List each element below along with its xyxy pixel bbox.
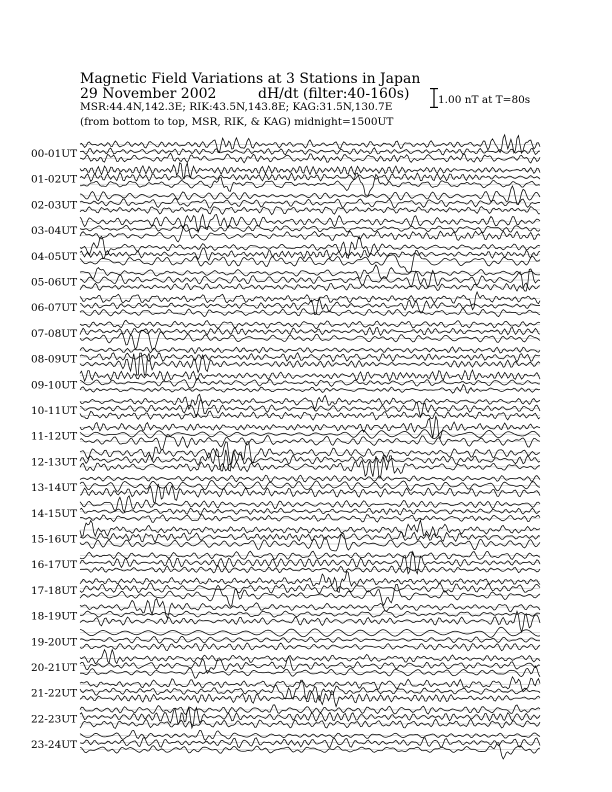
hour-label: 05-06UT [31,276,78,289]
hour-label: 17-18UT [31,584,78,597]
trace-msr [80,627,540,637]
stations-label: MSR:44.4N,142.3E; RIK:43.5N,143.8E; KAG:31.5N,130.7E [80,101,393,113]
hour-label: 22-23UT [31,713,78,726]
trace-kag [80,329,540,350]
date-label: 29 November 2002 [80,86,217,102]
hour-label: 08-09UT [31,353,78,366]
hour-label: 19-20UT [31,636,78,649]
trace-kag [80,666,540,678]
hour-label: 02-03UT [31,199,78,212]
hour-row-17-18UT [31,571,540,606]
hour-label: 21-22UT [31,687,78,700]
trace-msr [80,571,540,592]
hour-label: 16-17UT [31,559,78,572]
hour-row-03-04UT [31,215,540,242]
hour-row-16-17UT [31,551,540,574]
chart-title: Magnetic Field Variations at 3 Stations in Japan [80,71,421,87]
trace-msr [80,496,540,512]
hour-row-07-08UT [31,320,540,349]
hour-row-13-14UT [31,475,540,503]
hour-row-20-21UT [31,650,540,679]
hour-label: 09-10UT [31,379,78,392]
hour-row-02-03UT [31,186,540,215]
hour-row-15-16UT [31,520,540,551]
trace-kag [80,207,540,215]
hour-row-08-09UT [31,347,540,375]
scale-label: 1.00 nT at T=80s [438,94,531,106]
hour-label: 12-13UT [31,456,78,469]
hour-row-22-23UT [31,705,540,729]
trace-kag [80,611,540,632]
trace-kag [80,225,540,242]
trace-msr [80,551,540,559]
hour-label: 06-07UT [31,302,78,315]
trace-msr [80,730,540,740]
hour-label: 10-11UT [31,405,78,417]
hour-row-14-15UT [31,496,540,522]
hour-row-18-19UT [31,599,540,633]
hour-label: 15-16UT [31,533,78,546]
trace-rik [80,532,540,542]
hour-row-10-11UT [31,394,540,420]
hour-label: 20-21UT [31,662,78,674]
hour-label: 18-19UT [31,610,78,623]
trace-kag [80,153,540,163]
hour-label: 00-01UT [31,148,78,160]
order-note: (from bottom to top, MSR, RIK, & KAG) midnight=1500UT [80,116,394,128]
trace-kag [80,385,540,394]
hour-row-11-12UT [31,416,540,450]
trace-msr [80,520,540,536]
hour-row-09-10UT [31,370,540,393]
trace-kag [80,435,540,451]
hour-label: 07-08UT [31,327,78,340]
trace-msr [80,370,540,381]
trace-rik [80,657,540,674]
trace-msr [80,265,540,279]
hour-label: 11-12UT [31,430,78,443]
trace-msr [80,292,540,310]
quantity-label: dH/dt (filter:40-160s) [258,86,410,102]
trace-msr [80,215,540,233]
hour-label: 03-04UT [31,225,78,238]
hour-row-00-01UT [31,135,540,163]
trace-rik [80,378,540,388]
hour-row-12-13UT [31,442,540,478]
hour-label: 23-24UT [31,739,78,752]
hour-row-19-20UT [31,627,540,651]
trace-msr [80,186,540,205]
hour-label: 01-02UT [31,173,78,186]
hour-row-04-05UT [31,236,540,272]
trace-rik [80,198,540,208]
hour-row-23-24UT [31,730,540,759]
hour-row-21-22UT [31,677,540,707]
hour-row-06-07UT [31,292,540,317]
trace-msr [80,650,540,664]
hour-row-01-02UT [31,163,540,195]
trace-kag [80,691,540,707]
hour-label: 13-14UT [31,482,78,495]
trace-kag [80,565,540,573]
trace-rik [80,508,540,515]
trace-msr [80,135,540,153]
hour-row-05-06UT [31,265,540,291]
trace-kag [80,742,540,759]
hour-label: 14-15UT [31,507,78,520]
hour-label: 04-05UT [31,250,78,263]
trace-rik [80,680,540,700]
